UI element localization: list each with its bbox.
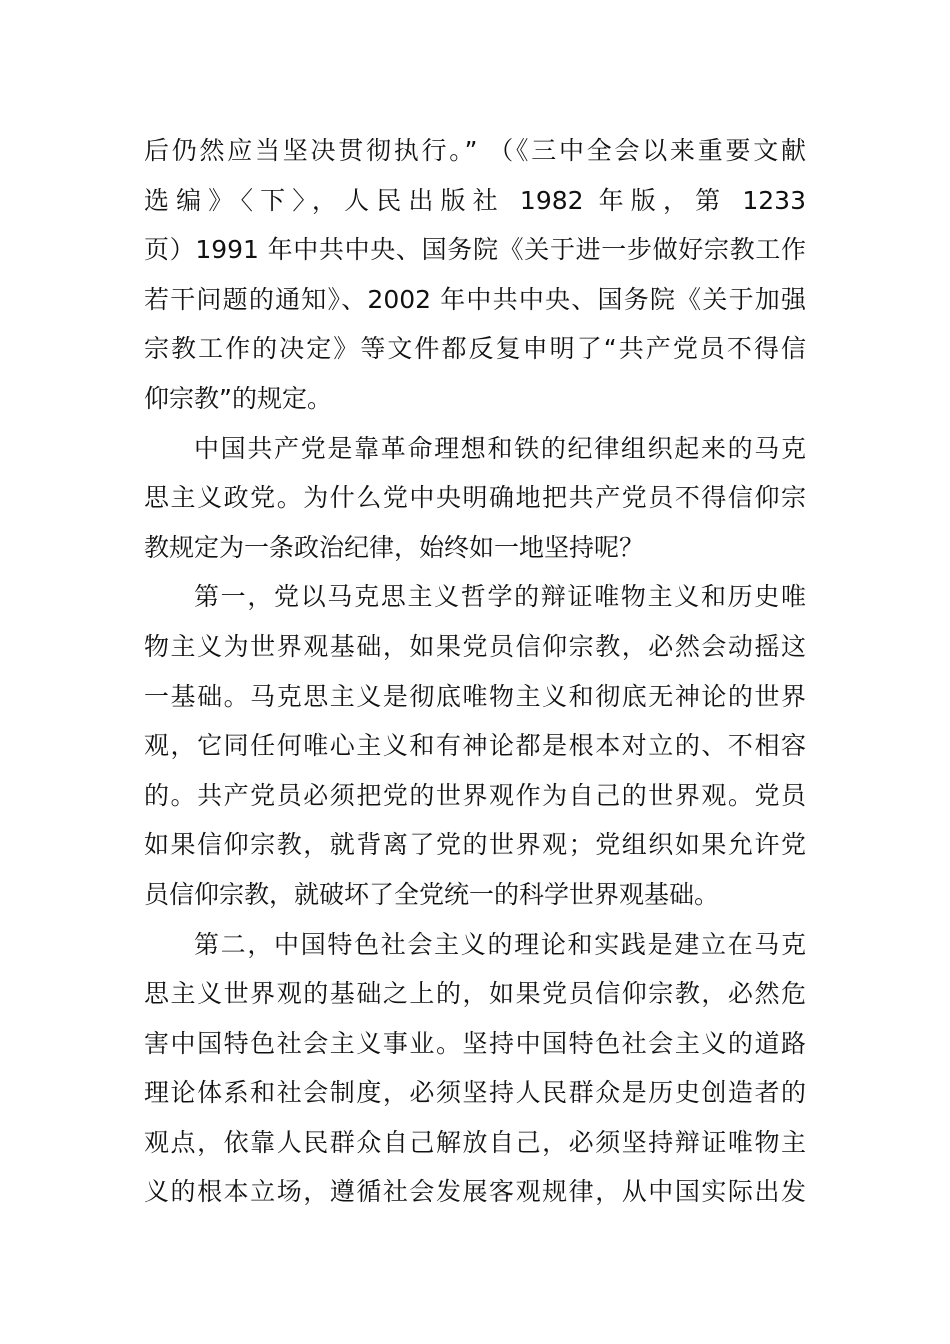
text-line: 观点，依靠人民群众自己解放自己，必须坚持辩证唯物主 xyxy=(144,1127,806,1157)
text-line: 物主义为世界观基础，如果党员信仰宗教，必然会动摇这 xyxy=(144,631,806,661)
paragraph-first-line: 第二，中国特色社会主义的理论和实践是建立在马克 xyxy=(194,929,806,959)
paragraph-first-line: 第一，党以马克思主义哲学的辩证唯物主义和历史唯 xyxy=(194,582,806,612)
text-line: 仰宗教”的规定。 xyxy=(144,383,332,413)
text-line: 思主义政党。为什么党中央明确地把共产党员不得信仰宗 xyxy=(144,483,806,513)
text-line: 如果信仰宗教，就背离了党的世界观；党组织如果允许党 xyxy=(144,830,806,860)
text-line: 害中国特色社会主义事业。坚持中国特色社会主义的道路 xyxy=(144,1028,806,1058)
text-line: 的。共产党员必须把党的世界观作为自己的世界观。党员 xyxy=(144,780,806,810)
text-line: 页）1991 年中共中央、国务院《关于进一步做好宗教工作 xyxy=(144,235,806,265)
text-line: 思主义世界观的基础之上的，如果党员信仰宗教，必然危 xyxy=(144,979,806,1009)
text-line: 宗教工作的决定》等文件都反复申明了“共产党员不得信 xyxy=(144,334,806,364)
body-text xyxy=(144,126,806,1217)
text-line: 理论体系和社会制度，必须坚持人民群众是历史创造者的 xyxy=(144,1078,806,1108)
text-line: 教规定为一条政治纪律，始终如一地坚持呢？ xyxy=(144,532,645,562)
text-line: 员信仰宗教，就破坏了全党统一的科学世界观基础。 xyxy=(144,879,720,909)
text-line: 后仍然应当坚决贯彻执行。” （《三中全会以来重要文献 xyxy=(144,136,806,165)
text-line: 观，它同任何唯心主义和有神论都是根本对立的、不相容 xyxy=(144,731,806,761)
text-line: 选编》〈下〉，人民出版社 1982 年版，第 1233 xyxy=(144,185,806,215)
text-line: 若干问题的通知》、2002 年中共中央、国务院《关于加强 xyxy=(144,284,806,314)
paragraph-first-line: 中国共产党是靠革命理想和铁的纪律组织起来的马克 xyxy=(194,433,806,463)
text-line: 义的根本立场，遵循社会发展客观规律，从中国实际出发 xyxy=(144,1177,806,1207)
text-line: 一基础。马克思主义是彻底唯物主义和彻底无神论的世界 xyxy=(144,681,806,711)
